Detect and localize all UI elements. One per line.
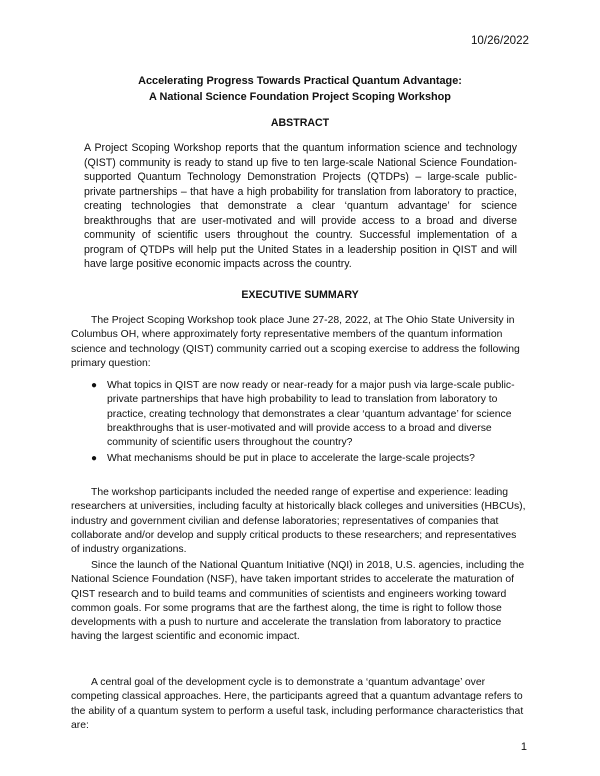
exec-paragraph-4: A central goal of the development cycle is to demonstrate a ‘quantum advantage’ over competing classical approaches. Here, the participants agreed that a quantum advantage refers to the ability of a quantum system to perform a useful task, including performance characteristics that are: [71,677,524,731]
executive-summary-heading: EXECUTIVE SUMMARY [241,289,359,301]
exec-paragraph-2: The workshop participants included the needed range of expertise and experience: leading researchers at universities, including faculty at historically black colleges and universities (HBCUs), industry and government civilian and defense laboratories; representatives of companies that collaborate and/or develop and supply critical products to these researchers; and representatives of industry organizations. [71,487,526,556]
document-date: 10/26/2022 [470,34,529,47]
list-item-text: What mechanisms should be put in place to accelerate the large-scale projects? [107,453,475,465]
bullet-icon: ● [91,380,98,391]
list-item [89,452,525,466]
bullet-icon: ● [91,453,98,465]
list-item [89,379,525,450]
exec-paragraph-3: Since the launch of the National Quantum Initiative (NQI) in 2018, U.S. agencies, including the National Science Foundation (NSF), have taken important strides to accelerate the maturation of QIST research and to build teams and communities of scientists and engineers working toward common goals. For some programs that are the farthest along, the time is right to follow those developments with a push to nurture and accelerate the translation from laboratory to practice having the largest scientific and economic impact. [71,560,525,643]
abstract-heading: ABSTRACT [270,117,330,129]
question-list [89,379,525,469]
list-item-text: What topics in QIST are now ready or near-ready for a major push via large-scale public-private partnerships that have high probability to lead to translation from laboratory to practice, creating technology that demonstrates a clear ‘quantum advantage’ for science breakthroughs that is user-motivated and will provide access to a broad and diverse community of scientific users throughout the country? [107,380,515,449]
abstract-text: A Project Scoping Workshop reports that the quantum information science and technology (QIST) community is ready to stand up five to ten large-scale National Science Foundation-supported Quantum Technology Demonstration Projects (QTDPs) – large-scale public-private partnerships – that have a high probability for translation from laboratory to practice, creating technologies that demonstrate a clear ‘quantum advantage’ for science breakthroughs that are user-motivated and will provide access to a broad and diverse community of scientific users throughout the country. Successful implementation of a program of QTDPs will help put the United States in a leadership position in QIST and will have large positive economic impacts across the country. [84,142,517,270]
exec-paragraph-1: The Project Scoping Workshop took place June 27-28, 2022, at The Ohio State University in Columbus OH, where approximately forty representative members of the quantum information science and technology (QIST) community carried out a scoping exercise to address the following primary question: [71,315,520,369]
title-line-1: Accelerating Progress Towards Practical Quantum Advantage: [138,75,462,87]
document-title [80,73,520,105]
title-line-2: A National Science Foundation Project Scoping Workshop [149,91,451,103]
page-number: 1 [520,741,527,753]
